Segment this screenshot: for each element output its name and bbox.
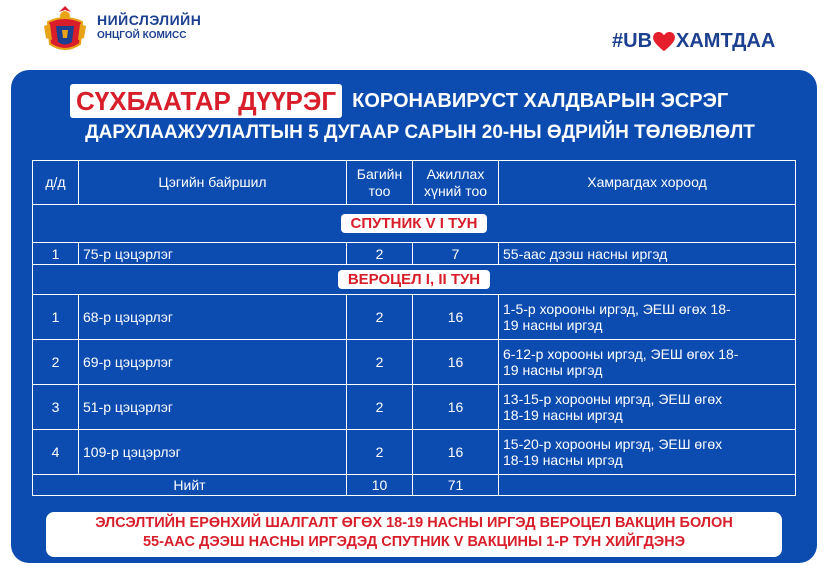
header-teams <box>347 161 413 205</box>
cell-staff: 7 <box>413 243 499 265</box>
header-location: Цэгийн байршил <box>79 161 347 205</box>
title-line1-rest: КОРОНАВИРУСТ ХАЛДВАРЫН ЭСРЭГ <box>352 89 729 112</box>
header-teams-l2: тоо <box>368 182 391 199</box>
cell-num: 1 <box>33 295 79 340</box>
header-workdays <box>413 161 499 205</box>
coverage-l2: 19 насны иргэд <box>503 362 603 378</box>
coverage-l2: 18-19 насны иргэд <box>503 452 623 468</box>
table-row <box>33 385 796 430</box>
section-row <box>33 205 796 243</box>
org-name-line2: ОНЦГОЙ КОМИСС <box>97 30 187 41</box>
total-coverage-empty <box>499 475 796 496</box>
cell-staff: 16 <box>413 340 499 385</box>
org-name <box>97 12 201 41</box>
cell-staff: 16 <box>413 430 499 475</box>
table-row <box>33 340 796 385</box>
total-teams: 10 <box>347 475 413 496</box>
total-staff: 71 <box>413 475 499 496</box>
cell-staff: 16 <box>413 385 499 430</box>
heart-icon <box>653 32 675 52</box>
cell-teams: 2 <box>347 340 413 385</box>
cell-num: 2 <box>33 340 79 385</box>
cell-staff: 16 <box>413 295 499 340</box>
cell-teams: 2 <box>347 430 413 475</box>
cell-location: 68-р цэцэрлэг <box>79 295 347 340</box>
footer-note <box>46 512 782 557</box>
total-label: Нийт <box>33 475 347 496</box>
coverage-l1: 15-20-р хорооны иргэд, ЭЕШ өгөх <box>503 436 723 452</box>
emblem-logo <box>40 4 90 56</box>
footer-line2: 55-ААС ДЭЭШ НАСНЫ ИРГЭДЭД СПУТНИК V ВАКЦИНЫ 1-Р ТУН ХИЙГДЭНЭ <box>142 534 686 550</box>
title-line1 <box>70 84 728 118</box>
cell-num: 4 <box>33 430 79 475</box>
cell-location: 109-р цэцэрлэг <box>79 430 347 475</box>
district-title: СҮХБААТАР ДҮҮРЭГ <box>70 84 342 118</box>
cell-coverage <box>499 340 796 385</box>
table-header-row <box>33 161 796 205</box>
hashtag <box>612 30 775 53</box>
cell-teams: 2 <box>347 243 413 265</box>
cell-location: 75-р цэцэрлэг <box>79 243 347 265</box>
coverage-l1: 13-15-р хорооны иргэд, ЭЕШ өгөх <box>503 391 723 407</box>
cell-coverage: 55-аас дээш насны иргэд <box>499 243 796 265</box>
section-label-verocell: ВЕРОЦЕЛ I, II ТУН <box>338 270 490 289</box>
cell-teams: 2 <box>347 385 413 430</box>
total-row <box>33 475 796 496</box>
footer-line1: ЭЛСЭЛТИЙН ЕРӨНХИЙ ШАЛГАЛТ ӨГӨХ 18-19 НАСНЫ ИРГЭД ВЕРОЦЕЛ ВАКЦИН БОЛОН <box>95 515 733 531</box>
cell-num: 1 <box>33 243 79 265</box>
header-teams-l1: Багийн <box>356 165 403 182</box>
cell-num: 3 <box>33 385 79 430</box>
table-row <box>33 243 796 265</box>
header-num: д/д <box>33 161 79 205</box>
cell-location: 51-р цэцэрлэг <box>79 385 347 430</box>
section-row <box>33 265 796 295</box>
hashtag-suffix: ХАМТДАА <box>676 30 776 52</box>
schedule-table <box>32 160 796 496</box>
hashtag-prefix: #UB <box>612 30 653 52</box>
table-row <box>33 430 796 475</box>
coverage-l1: 6-12-р хорооны иргэд, ЭЕШ өгөх 18- <box>503 346 739 362</box>
header-workdays-l1: Ажиллах <box>426 165 485 182</box>
section-label-sputnik: СПУТНИК V I ТУН <box>341 214 488 233</box>
cell-coverage <box>499 430 796 475</box>
coverage-l1: 1-5-р хорооны иргэд, ЭЕШ өгөх 18- <box>503 301 731 317</box>
cell-coverage <box>499 385 796 430</box>
header-coverage: Хамрагдах хороод <box>499 161 796 205</box>
cell-location: 69-р цэцэрлэг <box>79 340 347 385</box>
coverage-l2: 18-19 насны иргэд <box>503 407 623 423</box>
title-line2: ДАРХЛААЖУУЛАЛТЫН 5 ДУГААР САРЫН 20-НЫ ӨДРИЙН ТӨЛӨВЛӨЛТ <box>85 122 755 143</box>
table-row <box>33 295 796 340</box>
cell-coverage <box>499 295 796 340</box>
cell-teams: 2 <box>347 295 413 340</box>
org-name-line1: НИЙСЛЭЛИЙН <box>97 12 202 28</box>
coverage-l2: 19 насны иргэд <box>503 317 603 333</box>
header-workdays-l2: хүний тоо <box>423 182 488 199</box>
page-header <box>0 0 825 62</box>
